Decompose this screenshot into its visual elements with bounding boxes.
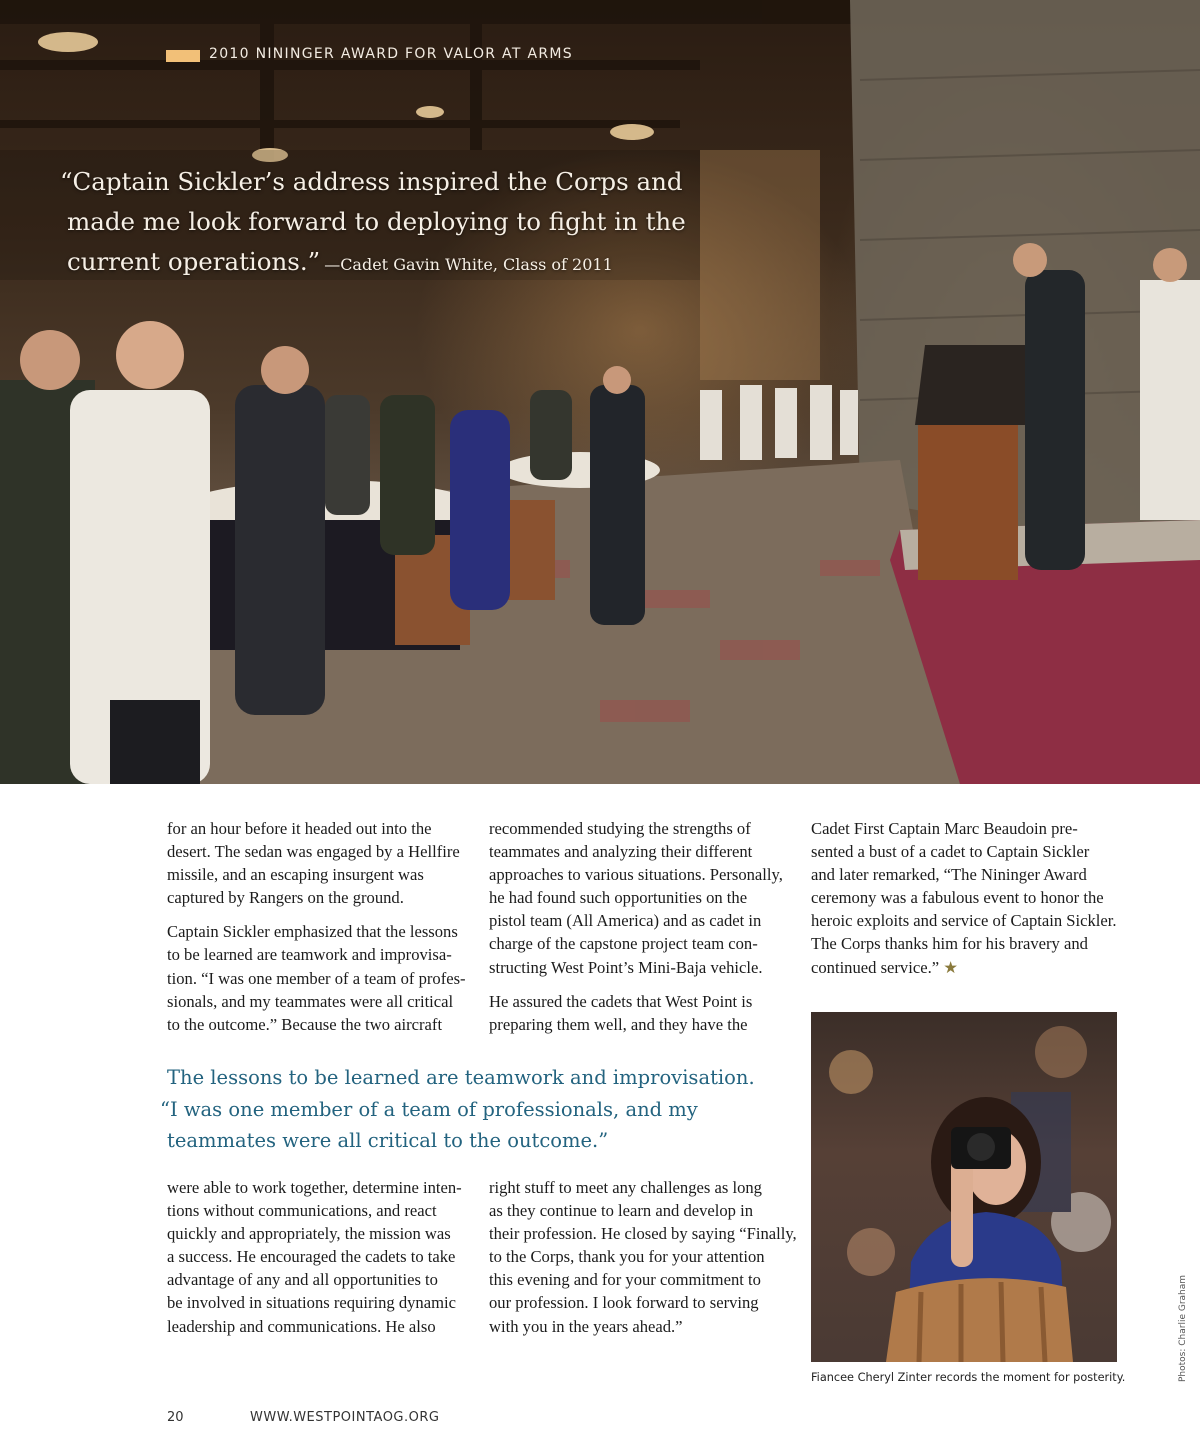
text-line: leadership and communications. He also [167, 1316, 436, 1336]
fiancee-photo [811, 1012, 1117, 1362]
text-column-3 [811, 817, 1117, 990]
hero-quote [60, 162, 686, 285]
photo-caption: Fiancee Cheryl Zinter records the moment for posterity. [811, 1371, 1126, 1384]
text-line: pistol team (All America) and as cadet in [489, 911, 762, 931]
paragraph [489, 1176, 795, 1338]
text-line: Captain Sickler emphasized that the lessons [167, 922, 458, 942]
paragraph [167, 817, 473, 909]
text-line: sented a bust of a cadet to Captain Sickler [811, 842, 1090, 862]
paragraph [167, 920, 473, 1035]
text-line: for an hour before it headed out into the [167, 819, 432, 838]
text-line: to be learned are teamwork and improvisa- [167, 945, 452, 965]
text-line: right stuff to meet any challenges as long [489, 1178, 762, 1197]
pull-quote [160, 1062, 800, 1157]
text-column-1-continued [167, 1176, 473, 1349]
text-line: recommended studying the strengths of [489, 819, 751, 838]
text-line [811, 956, 1117, 979]
text-line: captured by Rangers on the ground. [167, 888, 404, 908]
text-line: tion. “I was one member of a team of profes- [167, 968, 466, 988]
fiancee-photo-illustration [811, 1012, 1117, 1362]
text-line: were able to work together, determine inten- [167, 1178, 462, 1197]
photo-credit: Photos: Charlie Graham [1178, 1274, 1188, 1382]
text-line: heroic exploits and service of Captain Sickler. [811, 911, 1117, 931]
text-line: teammates and analyzing their different [489, 842, 753, 862]
text-line: a success. He encouraged the cadets to take [167, 1247, 456, 1267]
pull-quote-line: The lessons to be learned are teamwork and improvisation. [167, 1066, 755, 1089]
text-column-2-continued [489, 1176, 795, 1349]
text-column-2 [489, 817, 795, 1047]
text-line: as they continue to learn and develop in [489, 1201, 754, 1221]
paragraph [489, 990, 795, 1036]
paragraph [489, 817, 795, 979]
hero-quote-line-text: current operations.” [67, 247, 321, 276]
pull-quote-line: “I was one member of a team of professionals, and my [160, 1097, 698, 1121]
section-accent-bar [166, 50, 200, 62]
text-line: with you in the years ahead.” [489, 1316, 683, 1336]
text-line: sionals, and my teammates were all critical [167, 991, 454, 1011]
hero-quote-line [60, 242, 660, 285]
end-star-icon: ★ [943, 957, 959, 977]
text-line: Cadet First Captain Marc Beaudoin pre- [811, 819, 1078, 838]
text-line: to the Corps, thank you for your attention [489, 1247, 765, 1267]
text-line: their profession. He closed by saying “Finally, [489, 1224, 797, 1244]
text-line: missile, and an escaping insurgent was [167, 865, 424, 885]
text-line: ceremony was a fabulous event to honor the [811, 888, 1104, 908]
paragraph [167, 1176, 473, 1338]
section-title: 2010 NININGER AWARD FOR VALOR AT ARMS [209, 46, 573, 62]
hero-quote-attribution: —Cadet Gavin White, Class of 2011 [324, 255, 613, 274]
text-line: and later remarked, “The Nininger Award [811, 865, 1087, 885]
hero-quote-line: “Captain Sickler’s address inspired the Corps and [60, 167, 683, 196]
text-line: structing West Point’s Mini-Baja vehicle. [489, 957, 763, 977]
text-line: quickly and appropriately, the mission was [167, 1224, 451, 1244]
text-line-content: continued service.” [811, 957, 940, 977]
text-line: tions without communications, and react [167, 1201, 437, 1221]
text-line: He assured the cadets that West Point is [489, 991, 753, 1011]
text-line: our profession. I look forward to serving [489, 1293, 759, 1313]
page-number: 20 [167, 1410, 184, 1425]
text-line: desert. The sedan was engaged by a Hellfire [167, 842, 460, 862]
text-line: charge of the capstone project team con- [489, 934, 758, 954]
text-line: The Corps thanks him for his bravery and [811, 934, 1088, 954]
text-line: preparing them well, and they have the [489, 1014, 748, 1034]
paragraph [811, 817, 1117, 979]
hero-quote-line: made me look forward to deploying to fight in the [67, 207, 686, 236]
text-line: approaches to various situations. Personally, [489, 865, 783, 885]
pull-quote-line: teammates were all critical to the outcome.” [167, 1129, 609, 1152]
text-line: advantage of any and all opportunities to [167, 1270, 438, 1290]
text-line: be involved in situations requiring dynamic [167, 1293, 456, 1313]
text-column-1 [167, 817, 473, 1047]
text-line: to the outcome.” Because the two aircraft [167, 1014, 443, 1034]
text-line: he had found such opportunities on the [489, 888, 748, 908]
website-url[interactable]: WWW.WESTPOINTAOG.ORG [250, 1410, 440, 1425]
text-line: this evening and for your commitment to [489, 1270, 761, 1290]
